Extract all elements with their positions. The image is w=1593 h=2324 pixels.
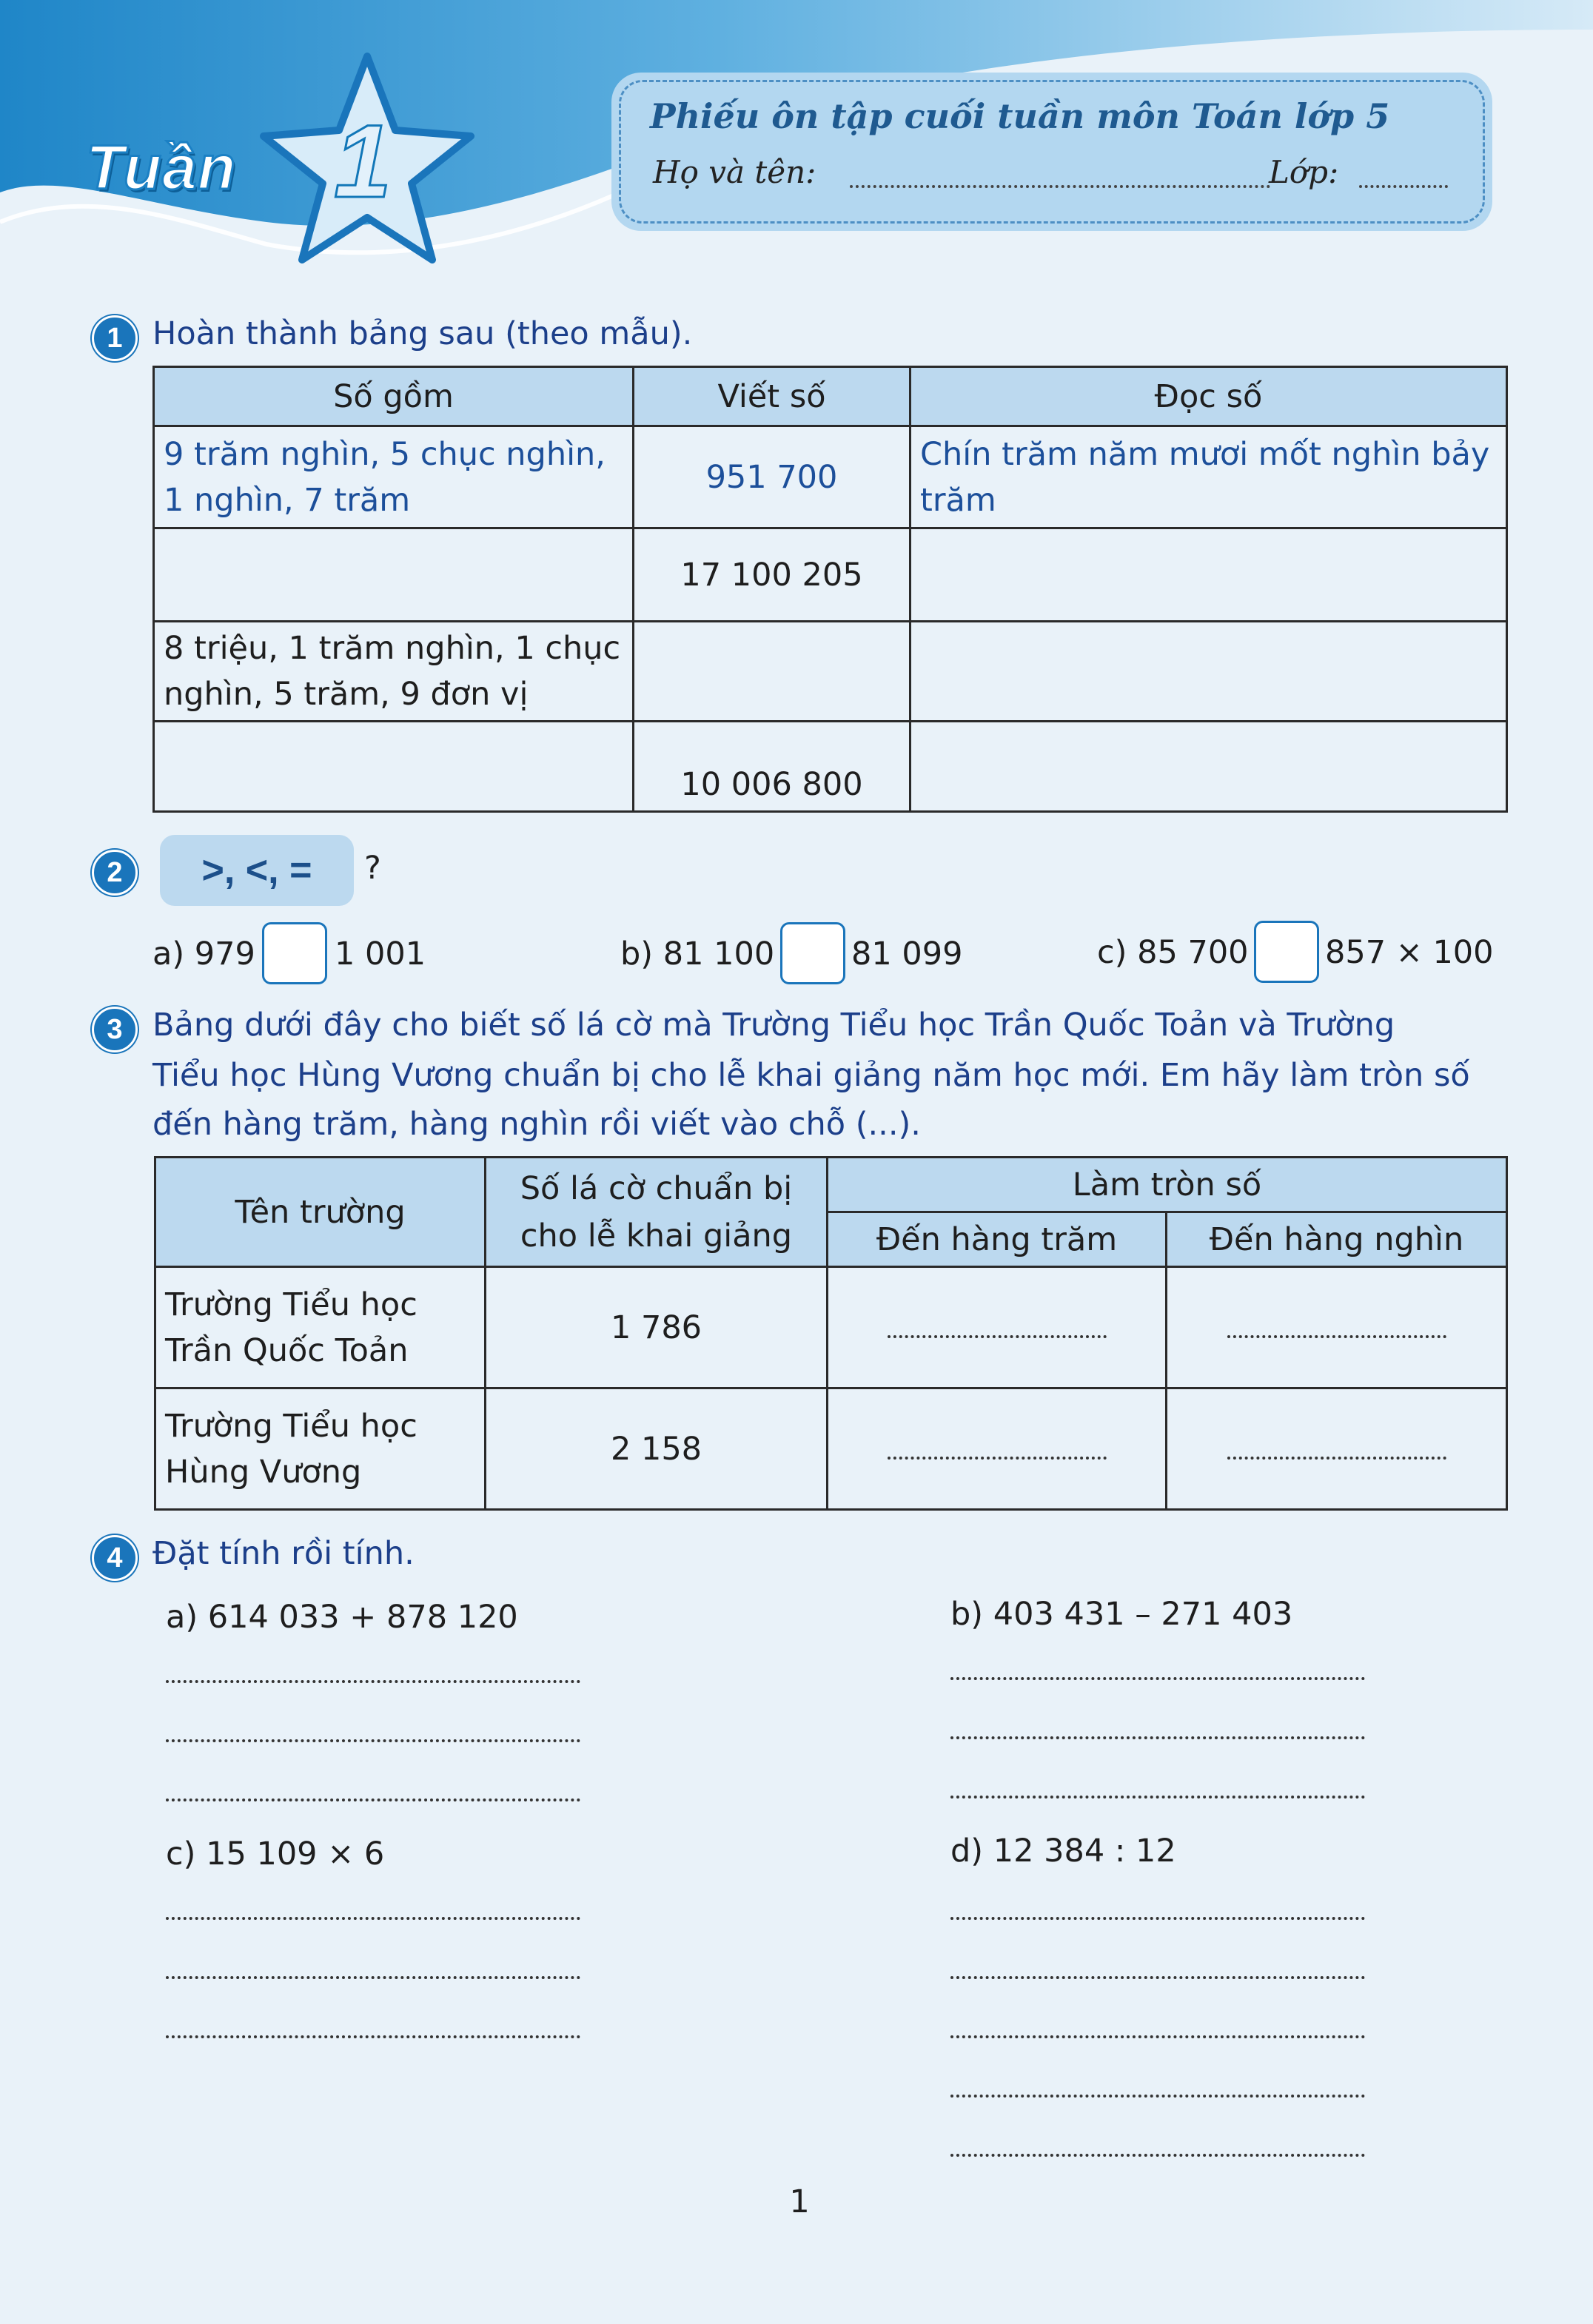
q4a-line-1[interactable] <box>166 1680 580 1683</box>
name-field[interactable] <box>850 185 1270 188</box>
q4b-expression: b) 403 431 – 271 403 <box>950 1596 1293 1633</box>
q2b-right: 81 099 <box>851 936 963 973</box>
q4b-line-3[interactable] <box>950 1796 1365 1799</box>
question-4-number: 4 <box>92 1535 138 1581</box>
q4d-line-5[interactable] <box>950 2154 1365 2157</box>
q3-row2-thousands[interactable] <box>1167 1388 1507 1510</box>
q4d-line-3[interactable] <box>950 2035 1365 2038</box>
q4c-line-1[interactable] <box>166 1917 580 1920</box>
q1-header-composition: Số gồm <box>154 367 634 426</box>
q1-row3-composition: 8 triệu, 1 trăm nghìn, 1 chục nghìn, 5 trăm, 9 đơn vị <box>154 622 634 722</box>
q4a-line-3[interactable] <box>166 1799 580 1801</box>
q1-header-reading: Đọc số <box>910 367 1507 426</box>
q1-row4-reading[interactable] <box>910 722 1507 812</box>
q1-row3-written[interactable] <box>634 622 910 722</box>
q2a-left: a) 979 <box>152 936 255 973</box>
question-3-line-2: Tiểu học Hùng Vương chuẩn bị cho lễ khai giảng năm học mới. Em hãy làm tròn số <box>152 1057 1470 1094</box>
q3-row1-school: Trường Tiểu học Trần Quốc Toản <box>155 1267 486 1388</box>
q1-row1-reading: Chín trăm năm mươi mốt nghìn bảy trăm <box>910 426 1507 528</box>
q4c-expression: c) 15 109 × 6 <box>166 1836 385 1873</box>
q1-row2-composition[interactable] <box>154 528 634 622</box>
q4c-line-2[interactable] <box>166 1976 580 1979</box>
q3-header-rounding: Làm tròn số <box>828 1158 1507 1212</box>
q2c-right: 857 × 100 <box>1325 934 1494 971</box>
q1-row1-composition: 9 trăm nghìn, 5 chục nghìn, 1 nghìn, 7 trăm <box>154 426 634 528</box>
q3-table <box>154 1156 1508 1511</box>
q4d-line-1[interactable] <box>950 1917 1365 1920</box>
q4d-expression: d) 12 384 : 12 <box>950 1833 1176 1870</box>
question-3-number: 3 <box>92 1007 138 1052</box>
q3-row2-flags: 2 158 <box>486 1388 828 1510</box>
q2b-left: b) 81 100 <box>620 936 775 973</box>
q4b-line-1[interactable] <box>950 1677 1365 1680</box>
q4d-line-4[interactable] <box>950 2095 1365 2098</box>
worksheet-title: Phiếu ôn tập cuối tuần môn Toán lớp 5 <box>650 96 1390 136</box>
q2b-answer-box[interactable] <box>780 922 845 984</box>
question-3-line-3: đến hàng trăm, hàng nghìn rồi viết vào chỗ (...). <box>152 1106 921 1143</box>
q3-row2-hundreds[interactable] <box>828 1388 1167 1510</box>
week-number: 1 <box>334 103 392 219</box>
question-2-mark: ? <box>364 850 381 887</box>
q1-row1-written: 951 700 <box>634 426 910 528</box>
q3-header-school: Tên trường <box>155 1158 486 1267</box>
q1-row2-reading[interactable] <box>910 528 1507 622</box>
class-field[interactable] <box>1359 185 1448 188</box>
week-word: Tuần <box>86 132 237 202</box>
q3-row2-school: Trường Tiểu học Hùng Vương <box>155 1388 486 1510</box>
q3-row1-thousands[interactable] <box>1167 1267 1507 1388</box>
question-1-prompt: Hoàn thành bảng sau (theo mẫu). <box>152 315 693 352</box>
q3-row1-flags: 1 786 <box>486 1267 828 1388</box>
q4a-line-2[interactable] <box>166 1739 580 1742</box>
q4d-line-2[interactable] <box>950 1976 1365 1979</box>
q3-header-thousands: Đến hàng nghìn <box>1167 1212 1507 1267</box>
question-4-prompt: Đặt tính rồi tính. <box>152 1535 415 1572</box>
q1-row3-reading[interactable] <box>910 622 1507 722</box>
comparison-symbols: >, <, = <box>160 835 354 906</box>
q2c-answer-box[interactable] <box>1254 921 1319 983</box>
q1-row4-composition[interactable] <box>154 722 634 812</box>
class-label: Lớp: <box>1269 154 1339 190</box>
question-2-number: 2 <box>92 850 138 896</box>
q4a-expression: a) 614 033 + 878 120 <box>166 1599 518 1636</box>
q3-header-hundreds: Đến hàng trăm <box>828 1212 1167 1267</box>
q1-table <box>152 366 1508 813</box>
q1-row4-written: 10 006 800 <box>634 722 910 812</box>
q4b-line-2[interactable] <box>950 1736 1365 1739</box>
page-number: 1 <box>789 2183 810 2220</box>
name-label: Họ và tên: <box>653 154 816 190</box>
q3-row1-hundreds[interactable] <box>828 1267 1167 1388</box>
q2a-answer-box[interactable] <box>262 922 327 984</box>
q2c-left: c) 85 700 <box>1097 934 1249 971</box>
q4c-line-3[interactable] <box>166 2035 580 2038</box>
q2a-right: 1 001 <box>335 936 426 973</box>
question-1-number: 1 <box>92 315 138 361</box>
q3-header-flags: Số lá cờ chuẩn bị cho lễ khai giảng <box>486 1158 828 1267</box>
q1-header-written: Viết số <box>634 367 910 426</box>
q1-row2-written: 17 100 205 <box>634 528 910 622</box>
question-3-line-1: Bảng dưới đây cho biết số lá cờ mà Trường Tiểu học Trần Quốc Toản và Trường <box>152 1007 1395 1044</box>
worksheet-title-box <box>611 73 1492 231</box>
